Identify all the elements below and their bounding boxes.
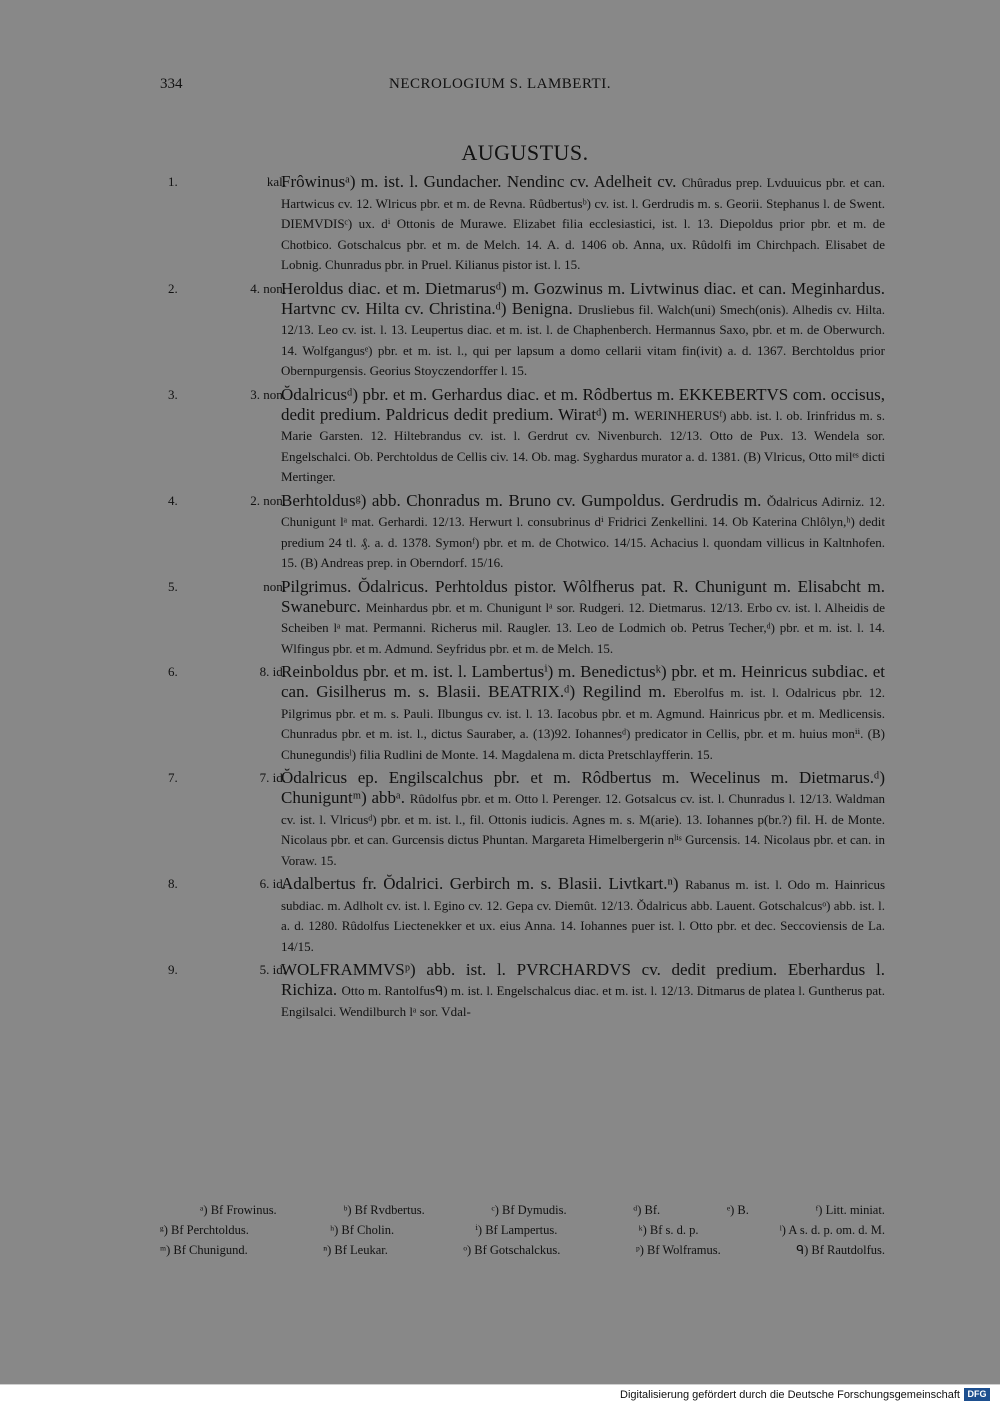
calendar-entry bbox=[160, 172, 885, 275]
footnote: ᵖ) Bf Wolframus. bbox=[635, 1243, 721, 1257]
entry-main-text: Ŏdalricus ep. Engilscalchus pbr. et m. Rôdbertus m. Wecelinus m. Dietmarus.ᵈ) Chuniguntᵐ) abbᵃ. bbox=[281, 768, 885, 807]
entry-body bbox=[257, 491, 885, 573]
footnote-line bbox=[160, 1240, 885, 1260]
entry-additions-text: WERINHERUSᶠ) abb. ist. l. ob. Irinfridus m. s. Marie Garsten. 12. Hiltebrandus cv. ist. l. Gerdrut cv. Nivenburch. 12/13. Otto de Pux. 13. Wendela sor. Engelschalci. Ob. Perchtoldus de Cellis civ. 14. Ob. mag. Syghardus murator a. d. 1381. (B) Vlricus, Otto milᵉˢ dicti Mertinger. bbox=[281, 407, 885, 484]
footnote: ᑫ) Bf Rautdolfus. bbox=[796, 1243, 885, 1257]
calendar-entry bbox=[160, 960, 885, 1021]
entry-body bbox=[257, 768, 885, 870]
entry-body bbox=[257, 172, 885, 275]
entry-roman-date: non. bbox=[263, 578, 286, 594]
entry-day-number: 9. bbox=[168, 962, 178, 977]
necrology-entries bbox=[160, 172, 885, 1025]
entry-roman-date: kal. bbox=[266, 174, 286, 189]
footnote: ʰ) Bf Cholin. bbox=[330, 1223, 395, 1237]
footnote: ᵒ) Bf Gotschalckus. bbox=[463, 1243, 561, 1257]
entry-body bbox=[257, 279, 885, 381]
footnote: ˡ) A s. d. p. om. d. M. bbox=[779, 1223, 885, 1237]
entry-day-number: 8. bbox=[168, 876, 178, 891]
entry-roman-date: 4. non. bbox=[250, 280, 286, 296]
footnotes bbox=[160, 1200, 885, 1260]
entry-additions-text: Otto m. Rantolfusᑫ) m. ist. l. Engelschalcus diac. et m. ist. l. 12/13. Ditmarus de platea l. Guntherus pat. Engilsalci. Wendilburch lᵃ sor. Vdal- bbox=[281, 983, 886, 1019]
footnote: ᶜ) Bf Dymudis. bbox=[491, 1203, 567, 1217]
entry-body bbox=[257, 960, 885, 1021]
entry-roman-date: 6. id. bbox=[259, 876, 286, 891]
footnote: ᵏ) Bf s. d. p. bbox=[638, 1223, 699, 1237]
entry-roman-date: 5. id. bbox=[259, 962, 286, 977]
footnote: ᶠ) Litt. miniat. bbox=[815, 1203, 885, 1217]
entry-day-number: 5. bbox=[168, 578, 178, 594]
calendar-entry bbox=[160, 279, 885, 381]
entry-day-number: 3. bbox=[168, 386, 178, 402]
footnote-line bbox=[160, 1200, 885, 1220]
entry-day-number: 2. bbox=[168, 280, 178, 296]
footnote: ⁿ) Bf Leukar. bbox=[323, 1243, 388, 1257]
entry-day-number: 1. bbox=[168, 174, 178, 189]
footnote: ᵉ) B. bbox=[726, 1203, 749, 1217]
entry-roman-date: 3. non. bbox=[250, 386, 286, 402]
entry-day-number: 7. bbox=[168, 770, 178, 785]
footnote: ᵐ) Bf Chunigund. bbox=[160, 1243, 248, 1257]
dfg-logo[interactable]: DFG bbox=[964, 1388, 990, 1401]
entry-main-text: Reinboldus pbr. et m. ist. l. Lambertusⁱ) m. Benedictusᵏ) pbr. et m. Heinricus subdiac. et can. Gisilherus m. s. Blasii. BEATRIX.ᵈ) Regilind m. bbox=[281, 662, 885, 701]
entry-additions-text: Ŏdalricus Adirniz. 12. Chunigunt lᵃ mat. Gerhardi. 12/13. Herwurt l. consubrinus dⁱ Fridrici Zenkellini. 14. Ob Katerina Chlôlyn,ʰ) dedit predium 24 tl. ₰. a. d. 1378. Symonᶠ) pbr. et m. de Chotwico. 14/15. Achacius l. quondam villicus in Kaltnhofen. 15. (B) Andreas prep. in Oberndorf. 15/16. bbox=[281, 493, 885, 570]
funding-credit[interactable]: Digitalisierung gefördert durch die Deutsche Forschungsgemeinschaft bbox=[620, 1389, 960, 1401]
calendar-entry bbox=[160, 662, 885, 764]
entry-main-text: Frôwinusᵃ) m. ist. l. Gundacher. Nendinc cv. Adelheit cv. bbox=[281, 172, 677, 191]
page-number: 334 bbox=[160, 76, 183, 92]
entry-day-number: 6. bbox=[168, 664, 178, 679]
entry-additions-text: Meinhardus pbr. et m. Chunigunt lᵃ sor. Rudgeri. 12. Dietmarus. 12/13. Erbo cv. ist. l. Alheidis de Scheiben lᵃ mat. Permanni. Richerus mil. Raugler. 13. Leo de Lodmich ob. Petrus Techer,ᵈ) pbr. et m. ist. l. 14. Wlfingus pbr. et m. Admund. Seyfridus pbr. et m. de Melch. 15. bbox=[281, 599, 886, 656]
footnote: ᵈ) Bf. bbox=[633, 1203, 661, 1217]
running-head: NECROLOGIUM S. LAMBERTI. bbox=[389, 76, 611, 92]
month-title: AUGUSTUS. bbox=[461, 140, 589, 165]
entry-body bbox=[257, 385, 885, 487]
entry-body bbox=[257, 662, 885, 764]
entry-main-text: Pilgrimus. Ŏdalricus. Perhtoldus pistor. Wôlfherus pat. R. Chunigunt m. Elisabcht m. Swaneburc. bbox=[281, 576, 885, 616]
entry-main-text: Berhtoldusᵍ) abb. Chonradus m. Bruno cv. Gumpoldus. Gerdrudis m. bbox=[281, 490, 762, 510]
footnote: ᵃ) Bf Frowinus. bbox=[200, 1203, 277, 1217]
entry-main-text: Ŏdalricusᵈ) pbr. et m. Gerhardus diac. et m. Rôdbertus m. EKKEBERTVS com. occisus, dedit predium. Paldricus dedit predium. Wiratᵈ) m. bbox=[281, 384, 885, 424]
calendar-entry bbox=[160, 768, 885, 870]
footnote: ᵍ) Bf Perchtoldus. bbox=[160, 1223, 249, 1237]
entry-roman-date: 8. id. bbox=[259, 664, 286, 679]
calendar-entry bbox=[160, 385, 885, 487]
entry-roman-date: 7. id. bbox=[259, 770, 286, 785]
entry-additions-text: Rabanus m. ist. l. Odo m. Hainricus subdiac. m. Adlholt cv. ist. l. Egino cv. 12. Gepa cv. Diemût. 12/13. Ŏdalricus abb. Lauent. Gotschalcusᵒ) abb. ist. l. a. d. 1280. Rûdolfus Liectenekker et ux. eius Anna. 14. Iohannes puer ist. l. Otto pbr. et dec. Seccoviensis de La. 14/15. bbox=[281, 877, 886, 954]
entry-day-number: 4. bbox=[168, 492, 178, 508]
footnote-line bbox=[160, 1220, 885, 1240]
footnote: ᵇ) Bf Rvdbertus. bbox=[343, 1203, 425, 1217]
calendar-entry bbox=[160, 577, 885, 659]
entry-additions-text: Drusliebus fil. Walch(uni) Smech(onis). Alhedis cv. Hilta. 12/13. Leo cv. ist. l. 13. Leupertus diac. et m. ist. l. de Chaphenberch. Hermannus Saxo, pbr. et m. de Oberwurch. 14. Wolfgangusᵉ) pbr. et m. ist. l., qui per lapsum a domo cellarii vitam fin(ivit) a. d. 1367. Berchtoldus prior Obernpurgensis. Georius Stoyczendorffer l. 15. bbox=[281, 301, 885, 378]
entry-main-text: WOLFRAMMVSᵖ) abb. ist. l. PVRCHARDVS cv. dedit predium. Eberhardus l. Richiza. bbox=[281, 960, 885, 999]
calendar-entry bbox=[160, 491, 885, 573]
entry-additions-text: Chûradus prep. Lvduuicus pbr. et can. Hartwicus cv. 12. Wlricus pbr. et m. de Revna. Rûdbertusᵇ) cv. ist. l. Gerdrudis m. s. Georii. Stephanus l. de Swent. DIEMVDISᶜ) ux. dⁱ Ottonis de Murawe. Elizabet filia ecclesiastici, ist. l. 13. Diepoldus prior pbr. et m. de Chotbico. Gotschalcus pbr. et m. de Melch. 14. A. d. 1406 ob. Anna, ux. Rûdolfi im Chirchpach. Elisabet de Lobnig. Chunradus pbr. in Pruel. Kilianus pistor ist. l. 15. bbox=[281, 175, 886, 272]
entry-body bbox=[257, 874, 885, 956]
entry-additions-text: Eberolfus m. ist. l. Odalricus pbr. 12. Pilgrimus pbr. et m. s. Pauli. Ilbungus cv. ist. l. 13. Iacobus pbr. et m. Agmund. Hainricus pbr. et m. Medlicensis. Chunradus pbr. et m. ist. l., dictus Sauraber, a. (13)92. Iohannesᵈ) predicator in Cellis, pbr. et m. huius monⁱⁱ. (B) Chunegundisˡ) filia Rudlini de Monte. 14. Magdalena m. dicta Pretschlayfferin. 15. bbox=[281, 685, 885, 762]
footnote: ⁱ) Bf Lampertus. bbox=[475, 1223, 558, 1237]
entry-main-text: Heroldus diac. et m. Dietmarusᵈ) m. Gozwinus m. Livtwinus diac. et can. Meginhardus. Hartvnc cv. Hilta cv. Christina.ᵈ) Benigna. bbox=[281, 278, 885, 318]
entry-additions-text: Rûdolfus pbr. et m. Otto l. Perenger. 12. Gotsalcus cv. ist. l. Chunradus l. 12/13. Waldman cv. ist. l. Vlricusᵈ) pbr. et m. ist. l., fil. Ottonis iudicis. Agnes m. s. M(arie). 13. Iohannes p(br.?) fil. H. de Monte. Nicolaus pbr. et can. Gurcensis dictus Phuntan. Margareta Himelbergerin nˡⁱˢ Gurcensis. 14. Nicolaus pbr. et can. in Voraw. 15. bbox=[281, 791, 886, 868]
entry-body bbox=[257, 577, 885, 659]
entry-main-text: Adalbertus fr. Ŏdalrici. Gerbirch m. s. Blasii. Livtkart.ⁿ) bbox=[281, 874, 679, 893]
calendar-entry bbox=[160, 874, 885, 956]
entry-roman-date: 2. non. bbox=[250, 492, 286, 508]
